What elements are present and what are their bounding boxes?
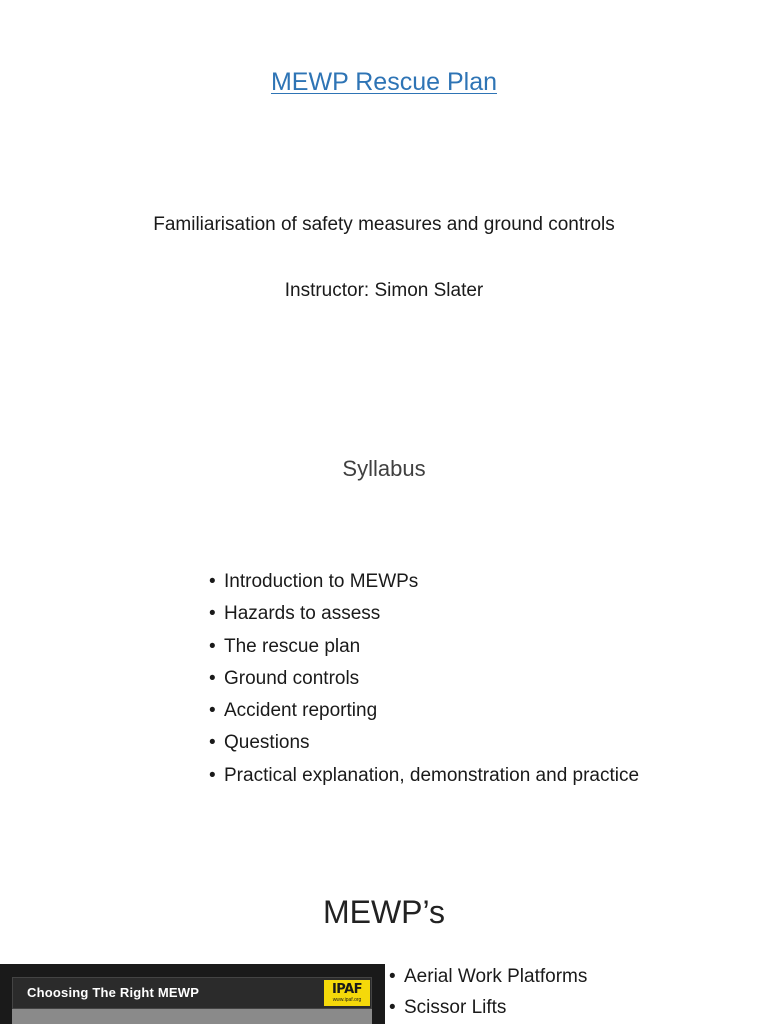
syllabus-heading: Syllabus: [342, 456, 426, 481]
video-thumbnail[interactable]: [0, 964, 385, 1024]
list-item: • Questions: [209, 730, 639, 762]
list-item: • The rescue plan: [209, 634, 639, 666]
list-item: • Hazards to assess: [209, 601, 639, 633]
ipaf-logo-url: www.ipaf.org: [332, 997, 362, 1003]
title-link[interactable]: MEWP Rescue Plan: [270, 68, 497, 96]
syllabus-list: [209, 569, 639, 795]
list-item: • Introduction to MEWPs: [209, 569, 639, 601]
list-item: • Scissor Lifts: [389, 995, 587, 1026]
ipaf-logo-text: IPAF: [331, 982, 363, 997]
mewp-types-list: [389, 964, 587, 1026]
mewps-heading: MEWP’s: [322, 894, 446, 930]
ipaf-logo: [324, 980, 370, 1006]
list-item: • Accident reporting: [209, 698, 639, 730]
video-title: Choosing The Right MEWP: [27, 985, 200, 1000]
subtitle: Familiarisation of safety measures and ground controls: [153, 214, 615, 235]
instructor-text: Instructor: Simon Slater: [284, 280, 484, 301]
list-item: • Ground controls: [209, 666, 639, 698]
list-item: • Aerial Work Platforms: [389, 964, 587, 995]
video-image-strip: [12, 1009, 372, 1024]
list-item: • Practical explanation, demonstration and practice: [209, 763, 639, 795]
video-banner: [12, 977, 372, 1009]
